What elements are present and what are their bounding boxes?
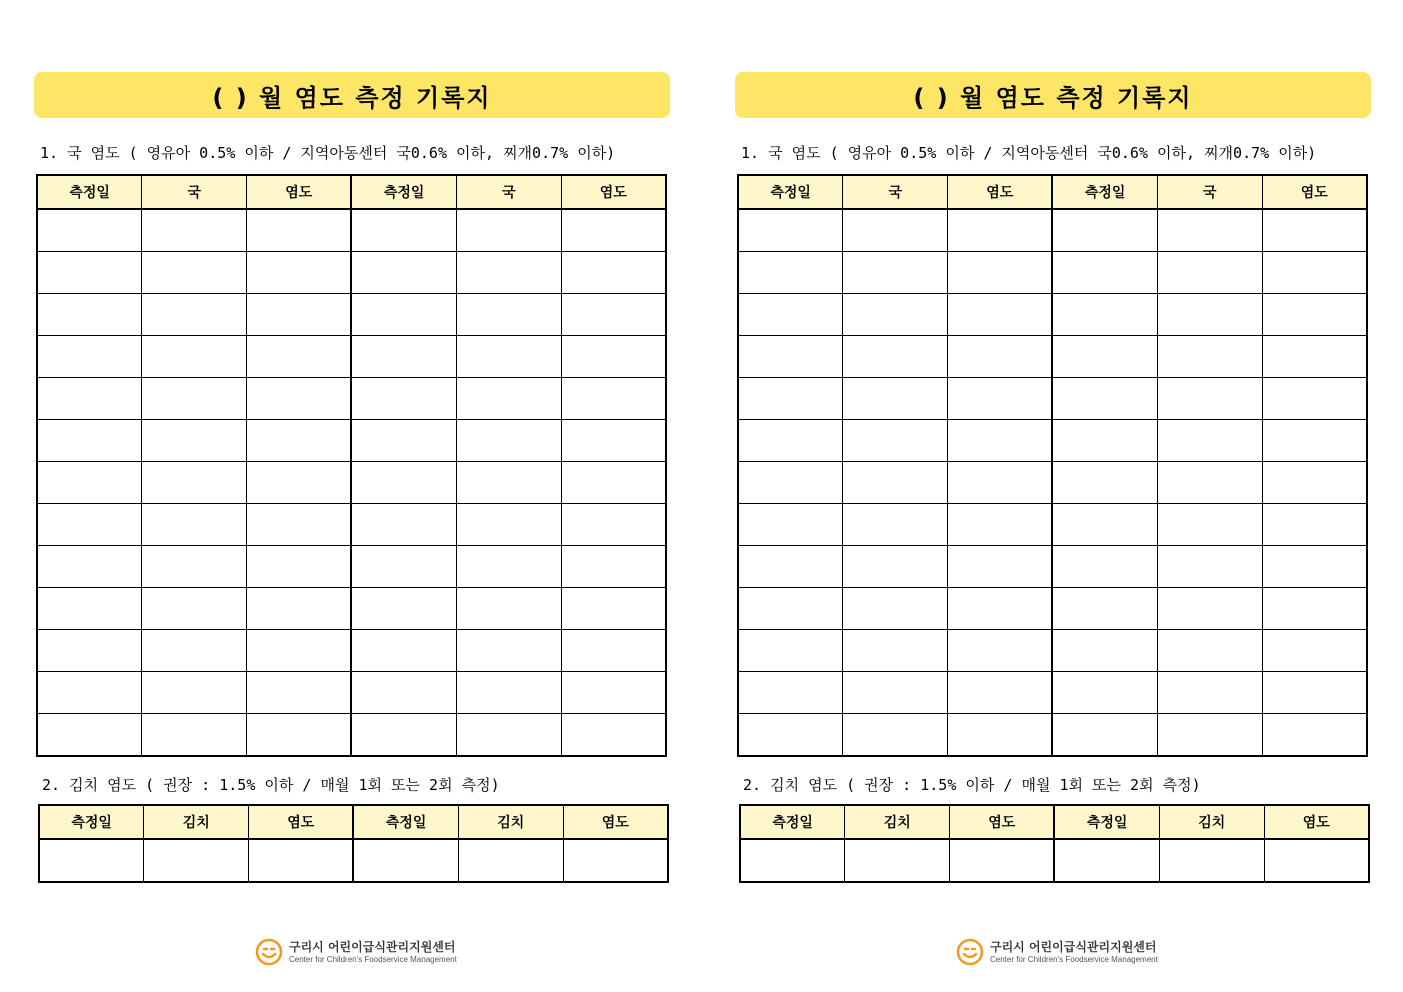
org-name-korean: 구리시 어린이급식관리지원센터 — [289, 939, 456, 954]
entry-cell[interactable] — [142, 462, 247, 504]
entry-cell[interactable] — [738, 378, 843, 420]
footer-logo — [956, 938, 1158, 966]
entry-cell[interactable] — [1052, 209, 1157, 252]
header-salinity: 염도 — [561, 175, 666, 209]
table-row — [740, 839, 1369, 882]
entry-cell[interactable] — [843, 252, 948, 294]
soup-salinity-section-label: 1. 국 염도 ( 영유아 0.5% 이하 / 지역아동센터 국0.6% 이하, 찌개0.7% 이하) — [40, 144, 616, 162]
table-row — [738, 588, 1367, 630]
entry-cell[interactable] — [37, 209, 142, 252]
table-row — [738, 714, 1367, 757]
header-kimchi: 김치 — [845, 805, 950, 839]
entry-cell[interactable] — [843, 504, 948, 546]
entry-cell[interactable] — [843, 588, 948, 630]
entry-cell[interactable] — [738, 294, 843, 336]
entry-cell[interactable] — [37, 546, 142, 588]
entry-cell[interactable] — [1052, 588, 1157, 630]
kimchi-salinity-table — [38, 804, 669, 883]
entry-cell[interactable] — [456, 714, 561, 757]
entry-cell[interactable] — [247, 588, 352, 630]
entry-cell[interactable] — [142, 672, 247, 714]
entry-cell[interactable] — [456, 378, 561, 420]
entry-cell[interactable] — [351, 462, 456, 504]
entry-cell[interactable] — [249, 839, 354, 882]
entry-cell[interactable] — [247, 294, 352, 336]
entry-cell[interactable] — [1054, 839, 1159, 882]
entry-cell[interactable] — [1262, 462, 1367, 504]
entry-cell[interactable] — [247, 209, 352, 252]
entry-cell[interactable] — [738, 504, 843, 546]
entry-cell[interactable] — [37, 504, 142, 546]
table-row — [738, 252, 1367, 294]
table-row — [39, 839, 668, 882]
entry-cell[interactable] — [738, 714, 843, 757]
entry-cell[interactable] — [845, 839, 950, 882]
entry-cell[interactable] — [948, 378, 1053, 420]
table-row — [738, 294, 1367, 336]
header-date: 측정일 — [353, 805, 458, 839]
entry-cell[interactable] — [948, 546, 1053, 588]
footer-logo — [255, 938, 457, 966]
entry-cell[interactable] — [561, 378, 666, 420]
kimchi-salinity-table — [739, 804, 1370, 883]
entry-cell[interactable] — [738, 630, 843, 672]
entry-cell[interactable] — [561, 462, 666, 504]
entry-cell[interactable] — [1157, 630, 1262, 672]
header-salinity: 염도 — [563, 805, 668, 839]
entry-cell[interactable] — [1052, 630, 1157, 672]
entry-cell[interactable] — [37, 420, 142, 462]
entry-cell[interactable] — [1262, 630, 1367, 672]
kimchi-salinity-section-label: 2. 김치 염도 ( 권장 : 1.5% 이하 / 매월 1회 또는 2회 측정) — [42, 776, 500, 794]
entry-cell[interactable] — [39, 839, 144, 882]
entry-cell[interactable] — [843, 462, 948, 504]
entry-cell[interactable] — [1157, 252, 1262, 294]
table-row — [37, 378, 666, 420]
entry-cell[interactable] — [456, 294, 561, 336]
entry-cell[interactable] — [1262, 378, 1367, 420]
entry-cell[interactable] — [1262, 504, 1367, 546]
entry-cell[interactable] — [561, 672, 666, 714]
entry-cell[interactable] — [247, 504, 352, 546]
table-row — [738, 630, 1367, 672]
entry-cell[interactable] — [1052, 672, 1157, 714]
entry-cell[interactable] — [37, 672, 142, 714]
entry-cell[interactable] — [142, 336, 247, 378]
entry-cell[interactable] — [456, 546, 561, 588]
org-name-korean: 구리시 어린이급식관리지원센터 — [990, 939, 1157, 954]
entry-cell[interactable] — [561, 252, 666, 294]
entry-cell[interactable] — [843, 546, 948, 588]
header-date: 측정일 — [37, 175, 142, 209]
header-kimchi: 김치 — [458, 805, 563, 839]
entry-cell[interactable] — [948, 504, 1053, 546]
entry-cell[interactable] — [37, 588, 142, 630]
entry-cell[interactable] — [1264, 839, 1369, 882]
header-date: 측정일 — [740, 805, 845, 839]
entry-cell[interactable] — [37, 714, 142, 757]
entry-cell[interactable] — [1052, 252, 1157, 294]
entry-cell[interactable] — [948, 630, 1053, 672]
header-soup: 국 — [142, 175, 247, 209]
table-row — [738, 672, 1367, 714]
entry-cell[interactable] — [247, 336, 352, 378]
entry-cell[interactable] — [142, 420, 247, 462]
header-salinity: 염도 — [1264, 805, 1369, 839]
entry-cell[interactable] — [738, 252, 843, 294]
entry-cell[interactable] — [561, 504, 666, 546]
entry-cell[interactable] — [351, 378, 456, 420]
table-row — [37, 252, 666, 294]
entry-cell[interactable] — [561, 209, 666, 252]
record-sheet-right — [701, 0, 1401, 992]
entry-cell[interactable] — [563, 839, 668, 882]
smiley-face-icon — [956, 938, 984, 966]
entry-cell[interactable] — [1052, 420, 1157, 462]
entry-cell[interactable] — [1052, 462, 1157, 504]
kimchi-table-body — [740, 839, 1369, 882]
table-row — [37, 420, 666, 462]
entry-cell[interactable] — [738, 588, 843, 630]
entry-cell[interactable] — [843, 378, 948, 420]
sheet-title: ( ) 월 염도 측정 기록지 — [34, 72, 670, 118]
entry-cell[interactable] — [456, 504, 561, 546]
entry-cell[interactable] — [738, 546, 843, 588]
entry-cell[interactable] — [843, 209, 948, 252]
soup-table-body — [37, 209, 666, 756]
soup-salinity-section-label: 1. 국 염도 ( 영유아 0.5% 이하 / 지역아동센터 국0.6% 이하, 찌개0.7% 이하) — [741, 144, 1317, 162]
entry-cell[interactable] — [561, 714, 666, 757]
entry-cell[interactable] — [247, 252, 352, 294]
header-kimchi: 김치 — [1159, 805, 1264, 839]
entry-cell[interactable] — [1052, 294, 1157, 336]
entry-cell[interactable] — [1157, 378, 1262, 420]
entry-cell[interactable] — [1157, 504, 1262, 546]
entry-cell[interactable] — [1157, 588, 1262, 630]
entry-cell[interactable] — [561, 336, 666, 378]
entry-cell[interactable] — [456, 336, 561, 378]
entry-cell[interactable] — [738, 209, 843, 252]
entry-cell[interactable] — [247, 630, 352, 672]
header-date: 측정일 — [738, 175, 843, 209]
header-kimchi: 김치 — [144, 805, 249, 839]
header-date: 측정일 — [1052, 175, 1157, 209]
entry-cell[interactable] — [351, 336, 456, 378]
entry-cell[interactable] — [351, 588, 456, 630]
entry-cell[interactable] — [561, 294, 666, 336]
entry-cell[interactable] — [351, 630, 456, 672]
entry-cell[interactable] — [351, 294, 456, 336]
entry-cell[interactable] — [948, 588, 1053, 630]
soup-table-body — [738, 209, 1367, 756]
entry-cell[interactable] — [1052, 546, 1157, 588]
entry-cell[interactable] — [142, 294, 247, 336]
sheet-title: ( ) 월 염도 측정 기록지 — [735, 72, 1371, 118]
entry-cell[interactable] — [561, 420, 666, 462]
entry-cell[interactable] — [247, 672, 352, 714]
entry-cell[interactable] — [37, 252, 142, 294]
table-row — [37, 336, 666, 378]
entry-cell[interactable] — [1262, 252, 1367, 294]
entry-cell[interactable] — [351, 209, 456, 252]
entry-cell[interactable] — [351, 504, 456, 546]
entry-cell[interactable] — [458, 839, 563, 882]
entry-cell[interactable] — [247, 546, 352, 588]
entry-cell[interactable] — [1262, 336, 1367, 378]
entry-cell[interactable] — [948, 672, 1053, 714]
table-row — [37, 630, 666, 672]
entry-cell[interactable] — [142, 504, 247, 546]
header-salinity: 염도 — [249, 805, 354, 839]
entry-cell[interactable] — [1157, 336, 1262, 378]
table-row — [37, 504, 666, 546]
entry-cell[interactable] — [1157, 714, 1262, 757]
entry-cell[interactable] — [561, 630, 666, 672]
table-header-row — [37, 175, 666, 209]
header-salinity: 염도 — [948, 175, 1053, 209]
entry-cell[interactable] — [948, 336, 1053, 378]
entry-cell[interactable] — [456, 462, 561, 504]
entry-cell[interactable] — [37, 462, 142, 504]
entry-cell[interactable] — [247, 462, 352, 504]
header-salinity: 염도 — [950, 805, 1055, 839]
entry-cell[interactable] — [247, 378, 352, 420]
entry-cell[interactable] — [738, 420, 843, 462]
entry-cell[interactable] — [142, 546, 247, 588]
entry-cell[interactable] — [1262, 672, 1367, 714]
entry-cell[interactable] — [843, 672, 948, 714]
table-row — [738, 378, 1367, 420]
entry-cell[interactable] — [1052, 714, 1157, 757]
entry-cell[interactable] — [843, 714, 948, 757]
table-header-row — [740, 805, 1369, 839]
entry-cell[interactable] — [247, 420, 352, 462]
table-header-row — [39, 805, 668, 839]
table-row — [37, 672, 666, 714]
table-row — [738, 504, 1367, 546]
entry-cell[interactable] — [37, 294, 142, 336]
entry-cell[interactable] — [142, 714, 247, 757]
header-salinity: 염도 — [1262, 175, 1367, 209]
entry-cell[interactable] — [948, 252, 1053, 294]
soup-salinity-table — [737, 174, 1368, 757]
table-row — [37, 714, 666, 757]
table-row — [738, 336, 1367, 378]
entry-cell[interactable] — [738, 672, 843, 714]
record-sheet-left — [0, 0, 700, 992]
entry-cell[interactable] — [351, 252, 456, 294]
smiley-face-icon — [255, 938, 283, 966]
entry-cell[interactable] — [1262, 714, 1367, 757]
table-row — [738, 546, 1367, 588]
entry-cell[interactable] — [1052, 378, 1157, 420]
org-name-english: Center for Children's Foodservice Management — [990, 954, 1158, 964]
table-header-row — [738, 175, 1367, 209]
entry-cell[interactable] — [1159, 839, 1264, 882]
entry-cell[interactable] — [142, 252, 247, 294]
entry-cell[interactable] — [142, 378, 247, 420]
entry-cell[interactable] — [351, 546, 456, 588]
entry-cell[interactable] — [1262, 294, 1367, 336]
entry-cell[interactable] — [738, 336, 843, 378]
entry-cell[interactable] — [1262, 546, 1367, 588]
header-date: 측정일 — [1054, 805, 1159, 839]
kimchi-salinity-section-label: 2. 김치 염도 ( 권장 : 1.5% 이하 / 매월 1회 또는 2회 측정) — [743, 776, 1201, 794]
table-row — [37, 546, 666, 588]
entry-cell[interactable] — [247, 714, 352, 757]
entry-cell[interactable] — [843, 336, 948, 378]
table-row — [37, 462, 666, 504]
header-salinity: 염도 — [247, 175, 352, 209]
entry-cell[interactable] — [1157, 462, 1262, 504]
entry-cell[interactable] — [561, 588, 666, 630]
table-row — [738, 462, 1367, 504]
header-date: 측정일 — [351, 175, 456, 209]
entry-cell[interactable] — [456, 672, 561, 714]
table-row — [37, 588, 666, 630]
entry-cell[interactable] — [1262, 420, 1367, 462]
soup-salinity-table — [36, 174, 667, 757]
entry-cell[interactable] — [843, 630, 948, 672]
table-row — [37, 209, 666, 252]
entry-cell[interactable] — [948, 462, 1053, 504]
entry-cell[interactable] — [843, 294, 948, 336]
entry-cell[interactable] — [948, 294, 1053, 336]
entry-cell[interactable] — [948, 420, 1053, 462]
entry-cell[interactable] — [351, 672, 456, 714]
entry-cell[interactable] — [1157, 672, 1262, 714]
entry-cell[interactable] — [142, 209, 247, 252]
entry-cell[interactable] — [843, 420, 948, 462]
entry-cell[interactable] — [456, 252, 561, 294]
entry-cell[interactable] — [1157, 209, 1262, 252]
entry-cell[interactable] — [1052, 504, 1157, 546]
org-name-english: Center for Children's Foodservice Management — [289, 954, 457, 964]
entry-cell[interactable] — [948, 209, 1053, 252]
entry-cell[interactable] — [351, 714, 456, 757]
entry-cell[interactable] — [950, 839, 1055, 882]
entry-cell[interactable] — [1157, 546, 1262, 588]
entry-cell[interactable] — [1052, 336, 1157, 378]
table-row — [738, 420, 1367, 462]
entry-cell[interactable] — [1262, 588, 1367, 630]
entry-cell[interactable] — [561, 546, 666, 588]
header-soup: 국 — [1157, 175, 1262, 209]
entry-cell[interactable] — [456, 209, 561, 252]
table-row — [37, 294, 666, 336]
entry-cell[interactable] — [37, 336, 142, 378]
table-row — [738, 209, 1367, 252]
entry-cell[interactable] — [351, 420, 456, 462]
entry-cell[interactable] — [37, 630, 142, 672]
header-soup: 국 — [843, 175, 948, 209]
entry-cell[interactable] — [456, 588, 561, 630]
entry-cell[interactable] — [1262, 209, 1367, 252]
entry-cell[interactable] — [142, 630, 247, 672]
entry-cell[interactable] — [142, 588, 247, 630]
entry-cell[interactable] — [1157, 294, 1262, 336]
entry-cell[interactable] — [948, 714, 1053, 757]
entry-cell[interactable] — [353, 839, 458, 882]
header-date: 측정일 — [39, 805, 144, 839]
entry-cell[interactable] — [738, 462, 843, 504]
entry-cell[interactable] — [456, 630, 561, 672]
header-soup: 국 — [456, 175, 561, 209]
kimchi-table-body — [39, 839, 668, 882]
entry-cell[interactable] — [144, 839, 249, 882]
entry-cell[interactable] — [456, 420, 561, 462]
entry-cell[interactable] — [740, 839, 845, 882]
entry-cell[interactable] — [37, 378, 142, 420]
entry-cell[interactable] — [1157, 420, 1262, 462]
